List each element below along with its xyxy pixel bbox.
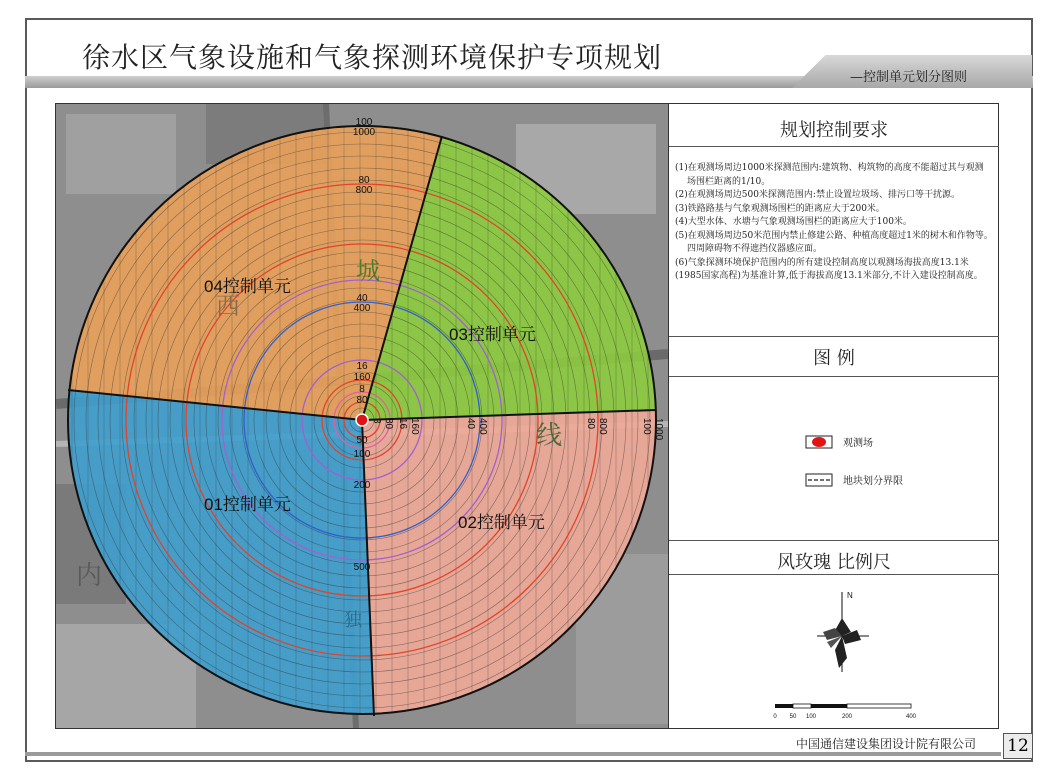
unit-04-label: 04控制单元 [204,277,291,296]
requirement-line: (4)大型水体、水塘与气象观测场围栏的距离应大于100米。 [675,217,912,227]
map-panel[interactable] [55,103,669,729]
ring-label-800: 800 [355,185,373,196]
ring-label-right: 16 [397,418,408,430]
ring-label-right: 400 [477,418,488,435]
footer-company: 中国通信建设集团设计院有限公司 [796,737,977,751]
ring-label-500: 500 [353,562,371,573]
info-panel [669,103,999,729]
boundary-legend-icon [805,473,833,487]
divider [669,540,999,541]
ring-label-200: 200 [353,480,371,491]
ring-label-right: 160 [409,418,420,435]
ring-label-80: 80 [358,175,370,186]
requirement-line: 场围栏距离的1/10。 [687,176,771,187]
ring-label-right: 40 [465,418,476,430]
unit-01-label: 01控制单元 [204,495,291,514]
station-legend-icon [805,435,833,449]
ring-label-right: 80 [383,418,394,430]
divider [669,574,999,575]
ring-label-right: 100 [641,418,652,435]
wind-rose [809,588,879,674]
scale-tick: 50 [789,714,797,720]
scale-tick: 200 [841,714,853,720]
divider [669,336,999,337]
ring-label-1000: 1000 [352,127,376,138]
ring-label-400: 400 [353,303,371,314]
scale-tick: 0 [773,714,777,720]
ring-label-80-inner: 80 [356,395,368,406]
control-unit-map[interactable] [56,104,668,728]
ring-label-right: 8 [371,418,382,424]
map-text-xian: 线 [536,421,563,451]
legend-boundary [805,472,903,487]
ring-label-right: 1000 [653,418,664,441]
divider [669,146,999,147]
map-text-du: 独 [344,610,362,631]
page-number: 12 [1003,733,1033,759]
requirements-title: 规划控制要求 [780,120,888,141]
legend-station-label: 观测场 [843,438,873,449]
requirement-line: (6)气象探测环境保护范围内的所有建设控制高度以观测场海拔高度13.1米 [675,257,969,268]
legend-boundary-label: 地块划分界限 [843,476,903,487]
unit-03-label: 03控制单元 [449,325,536,344]
scale-tick: 100 [805,714,817,720]
map-text-nei: 内 [76,561,103,591]
map-text-xi: 西 [216,292,240,320]
ring-label-50: 50 [356,435,368,446]
page-title: 徐水区气象设施和气象探测环境保护专项规划 [82,41,663,74]
ring-label-40: 40 [356,293,368,304]
ring-label-100: 100 [355,117,373,128]
ring-label-right: 80 [585,418,596,430]
requirement-line: (5)在观测场周边50米范围内禁止修建公路、种植高度超过1米的树木和作物等。 [675,230,993,241]
footer-band [25,752,1001,756]
requirement-line: (1985国家高程)为基准计算,低于海拔高度13.1米部分,不计入建设控制高度。 [675,271,983,281]
north-label: N [847,591,853,600]
scale-tick: 400 [905,714,917,720]
ring-label-right: 800 [597,418,608,435]
unit-02-label: 02控制单元 [458,513,545,532]
ring-label-160: 160 [353,372,371,383]
ring-label-100-b: 100 [353,449,371,460]
map-text-cheng: 城 [356,257,380,285]
ring-label-8: 8 [359,384,365,395]
requirements-list [675,162,995,284]
requirement-line: (2)在观测场周边500米探测范围内:禁止设置垃圾场、排污口等干扰源。 [675,190,960,200]
rose-scale-title: 风玫瑰 比例尺 [777,552,891,573]
page-subtitle: —控制单元划分图则 [850,70,968,85]
ring-label-16: 16 [356,361,368,372]
divider [669,376,999,377]
requirement-line: 四周障碍物不得遮挡仪器感应面。 [687,244,823,254]
legend-title: 图 例 [813,348,855,369]
requirement-line: (1)在观测场周边1000米探测范围内:建筑物、构筑物的高度不能超过其与观测 [675,163,984,173]
station-marker[interactable] [356,414,368,426]
requirement-line: (3)铁路路基与气象观测场围栏的距离应大于200米。 [675,203,885,214]
legend-station [805,434,873,449]
scale-bar [769,702,919,724]
